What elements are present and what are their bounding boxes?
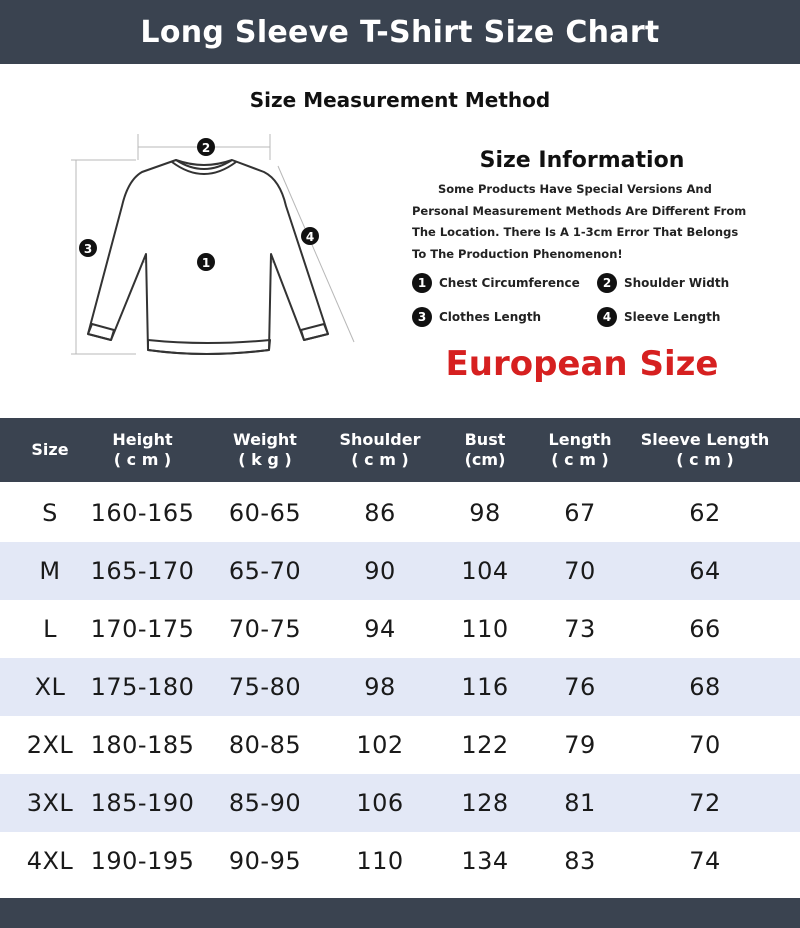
cell-weight: 85-90 [228,789,302,817]
cell-size: S [42,499,58,527]
column-header-length [535,418,625,482]
column-header-weight [215,418,315,482]
cell-size: 3XL [26,789,74,817]
header-line: Weight [233,430,297,449]
bottom-bar [0,898,800,928]
cell-size: M [39,557,61,585]
page-title: Long Sleeve T-Shirt Size Chart [140,14,660,50]
cell-shoulder: 98 [364,673,396,701]
cell-shoulder: 106 [356,789,404,817]
marker-1-icon [197,253,215,271]
cell-weight: 70-75 [228,615,302,643]
marker-3-icon [79,239,97,257]
legend-label: Sleeve Length [624,310,721,324]
cell-weight: 65-70 [228,557,302,585]
info-description: Some Products Have Special Versions And Personal Measurement Methods Are Different From The Location. There Is A 1-3cm Error That Belongs To The Production Phenomenon! [412,182,747,261]
header-unit: ( k g ) [238,450,292,469]
cell-shoulder: 94 [364,615,396,643]
header-line: Size [31,440,69,459]
cell-bust: 98 [469,499,501,527]
number-3-icon: 3 [412,307,432,327]
cell-sleeve-length: 74 [689,847,721,875]
table-row [0,774,800,832]
marker-2-icon [197,138,215,156]
header-unit: ( c m ) [551,450,609,469]
legend-label: Shoulder Width [624,276,730,290]
marker-4-icon [301,227,319,245]
cell-bust: 134 [461,847,509,875]
cell-length: 83 [564,847,596,875]
cell-bust: 122 [461,731,509,759]
cell-weight: 80-85 [228,731,302,759]
table-header [0,418,800,482]
cell-sleeve-length: 62 [689,499,721,527]
table-row [0,600,800,658]
cell-size: 2XL [26,731,74,759]
column-header-sleeve-length [630,418,780,482]
cell-length: 73 [564,615,596,643]
column-header-shoulder [325,418,435,482]
cell-height: 160-165 [90,499,195,527]
table-row [0,658,800,716]
cell-shoulder: 110 [356,847,404,875]
table-row [0,716,800,774]
cell-shoulder: 86 [364,499,396,527]
cell-sleeve-length: 66 [689,615,721,643]
cell-size: 4XL [26,847,74,875]
legend-label: Chest Circumference [439,276,580,290]
shirt-diagram [66,128,366,378]
header-line: Sleeve Length [640,430,770,449]
table-row [0,484,800,542]
cell-size: XL [34,673,66,701]
cell-length: 67 [564,499,596,527]
size-information [412,148,752,327]
cell-bust: 110 [461,615,509,643]
cell-length: 81 [564,789,596,817]
info-title: Size Information [479,148,685,173]
header-unit: (cm) [464,450,506,469]
legend-item-clothes-length [412,307,597,327]
header-line: Height [112,430,173,449]
cell-shoulder: 102 [356,731,404,759]
cell-height: 165-170 [90,557,195,585]
region-label: European Size [445,344,719,384]
cell-height: 190-195 [90,847,195,875]
title-banner [0,0,800,64]
column-header-height [90,418,195,482]
header-unit: ( c m ) [676,450,734,469]
cell-weight: 90-95 [228,847,302,875]
legend-item-sleeve-length [597,307,747,327]
cell-height: 175-180 [90,673,195,701]
legend-item-chest [412,273,597,293]
svg-text:2: 2 [201,141,211,155]
measurement-legend [412,273,752,327]
header-unit: ( c m ) [351,450,409,469]
cell-bust: 128 [461,789,509,817]
method-title: Size Measurement Method [249,88,551,112]
svg-text:3: 3 [83,242,93,256]
cell-size: L [43,615,57,643]
header-line: Bust [464,430,506,449]
cell-weight: 60-65 [228,499,302,527]
table-row [0,542,800,600]
cell-height: 170-175 [90,615,195,643]
cell-length: 79 [564,731,596,759]
cell-bust: 116 [461,673,509,701]
column-header-bust [440,418,530,482]
cell-height: 180-185 [90,731,195,759]
cell-height: 185-190 [90,789,195,817]
number-2-icon: 2 [597,273,617,293]
legend-label: Clothes Length [439,310,542,324]
cell-sleeve-length: 64 [689,557,721,585]
header-line: Shoulder [339,430,421,449]
column-header-size [0,418,100,482]
cell-length: 70 [564,557,596,585]
cell-sleeve-length: 72 [689,789,721,817]
cell-weight: 75-80 [228,673,302,701]
svg-text:4: 4 [305,230,315,244]
legend-item-shoulder [597,273,747,293]
cell-bust: 104 [461,557,509,585]
header-line: Length [548,430,612,449]
cell-sleeve-length: 70 [689,731,721,759]
number-4-icon: 4 [597,307,617,327]
cell-sleeve-length: 68 [689,673,721,701]
header-unit: ( c m ) [113,450,172,469]
number-1-icon: 1 [412,273,432,293]
cell-length: 76 [564,673,596,701]
cell-shoulder: 90 [364,557,396,585]
svg-text:1: 1 [201,256,211,270]
table-row [0,832,800,890]
